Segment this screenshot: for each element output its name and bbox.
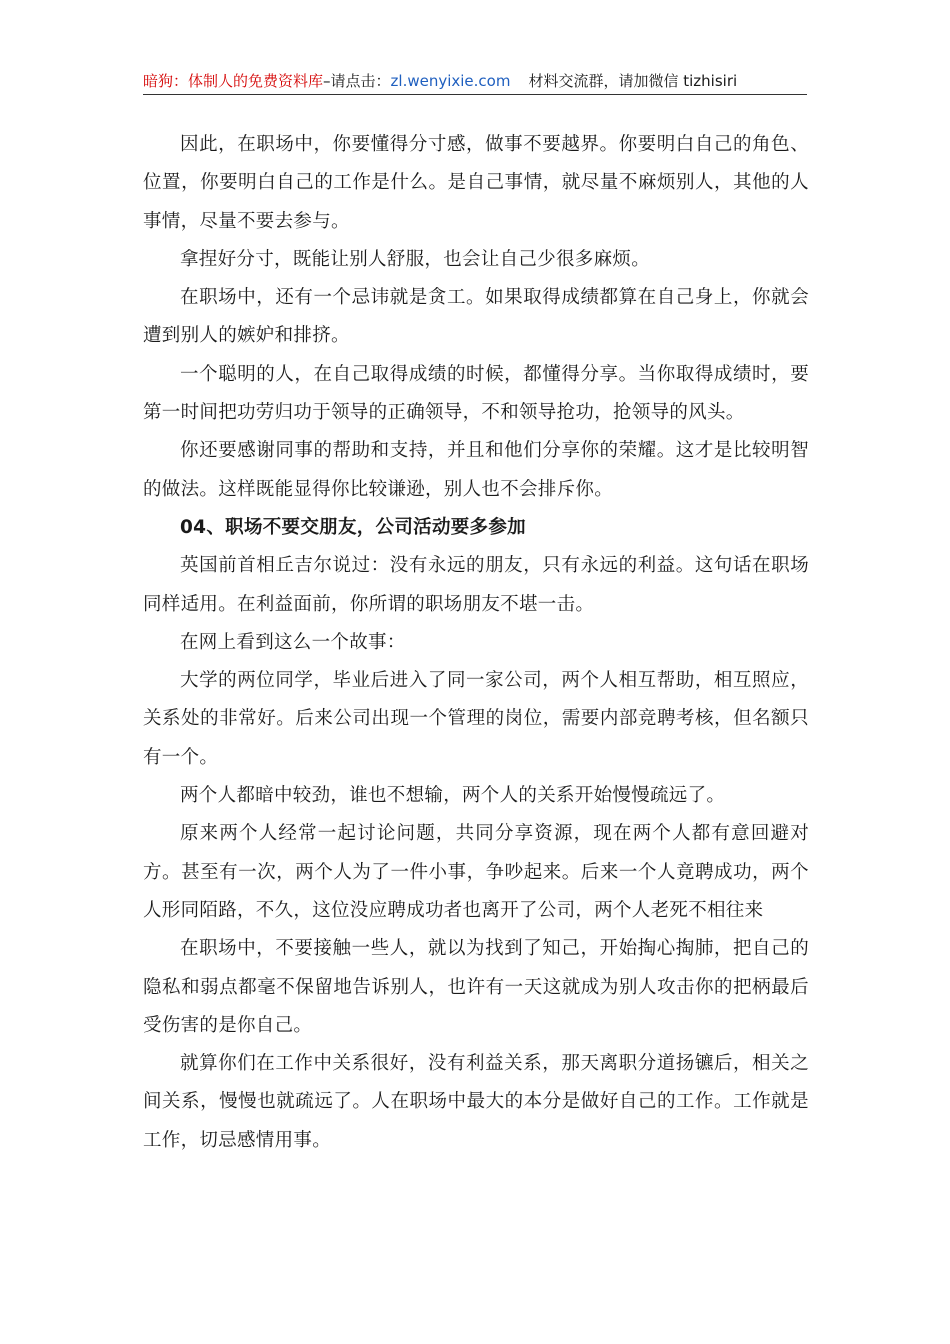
paragraph: 在职场中，不要接触一些人，就以为找到了知己，开始掏心掏肺，把自己的隐私和弱点都毫不保留地告诉别人，也许有一天这就成为别人攻击你的把柄最后受伤害的是你自己。 <box>143 938 809 1036</box>
paragraph: 英国前首相丘吉尔说过：没有永远的朋友，只有永远的利益。这句话在职场同样适用。在利益面前，你所谓的职场朋友不堪一击。 <box>143 555 809 615</box>
document-body <box>143 126 809 1160</box>
header-lead-text: –请点击： <box>323 72 391 90</box>
header-link[interactable]: zl.wenyixie.com <box>390 72 511 90</box>
paragraph: 大学的两位同学，毕业后进入了同一家公司，两个人相互帮助，相互照应，关系处的非常好。后来公司出现一个管理的岗位，需要内部竞聘考核，但名额只有一个。 <box>143 670 809 768</box>
paragraph: 在网上看到这么一个故事： <box>180 631 406 653</box>
section-heading: 04、职场不要交朋友，公司活动要多参加 <box>180 516 526 538</box>
header-brand: 暗狗：体制人的免费资料库 <box>143 72 324 90</box>
paragraph: 就算你们在工作中关系很好，没有利益关系，那天离职分道扬镳后，相关之间关系，慢慢也就疏远了。人在职场中最大的本分是做好自己的工作。工作就是工作，切忌感情用事。 <box>143 1053 809 1151</box>
paragraph: 拿捏好分寸，既能让别人舒服，也会让自己少很多麻烦。 <box>180 248 651 270</box>
paragraph: 因此，在职场中，你要懂得分寸感，做事不要越界。你要明白自己的角色、位置，你要明白自己的工作是什么。是自己事情，就尽量不麻烦别人，其他的人事情，尽量不要去参与。 <box>143 134 809 232</box>
paragraph: 在职场中，还有一个忌讳就是贪工。如果取得成绩都算在自己身上，你就会遭到别人的嫉妒和排挤。 <box>143 287 809 347</box>
paragraph: 一个聪明的人，在自己取得成绩的时候，都懂得分享。当你取得成绩时，要第一时间把功劳归功于领导的正确领导，不和领导抢功，抢领导的风头。 <box>143 363 809 424</box>
page-header <box>143 68 807 95</box>
paragraph: 两个人都暗中较劲，谁也不想输，两个人的关系开始慢慢疏远了。 <box>180 785 726 807</box>
paragraph: 你还要感谢同事的帮助和支持，并且和他们分享你的荣耀。这才是比较明智的做法。这样既能显得你比较谦逊，别人也不会排斥你。 <box>143 440 809 500</box>
header-group-info: 材料交流群，请加微信 tizhisiri <box>528 72 738 90</box>
paragraph: 原来两个人经常一起讨论问题，共同分享资源，现在两个人都有意回避对方。甚至有一次，两个人为了一件小事，争吵起来。后来一个人竟聘成功，两个人形同陌路，不久，这位没应聘成功者也离开了公司，两个人老死不相往来 <box>143 823 809 921</box>
